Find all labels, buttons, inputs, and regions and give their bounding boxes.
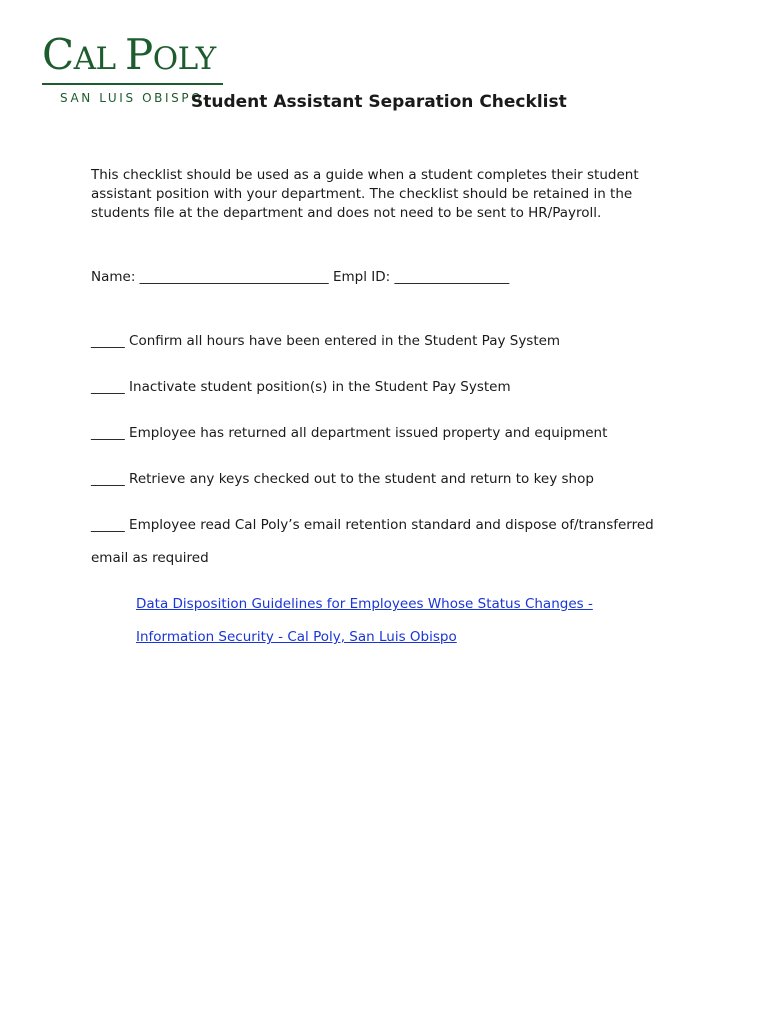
intro-line: assistant position with your department. The checklist should be retained in the	[91, 186, 633, 202]
checklist-item-email-retention: _____ Employee read Cal Poly’s email retention standard and dispose of/transferred	[91, 517, 654, 533]
intro-line: This checklist should be used as a guide when a student completes their student	[91, 167, 639, 183]
intro-line: students file at the department and does not need to be sent to HR/Payroll.	[91, 205, 602, 221]
data-disposition-guidelines-link[interactable]: Data Disposition Guidelines for Employees Whose Status Changes -	[136, 596, 593, 612]
checklist-item-inactivate-position: _____ Inactivate student position(s) in the Student Pay System	[91, 379, 511, 395]
checklist-item-confirm-hours: _____ Confirm all hours have been entered in the Student Pay System	[91, 333, 561, 349]
checklist-item-returned-property: _____ Employee has returned all department issued property and equipment	[91, 425, 608, 441]
name-empl-id-fields: Name: ____________________________ Empl ID: _________________	[91, 269, 510, 285]
logo-subtitle: SAN LUIS OBISPO	[60, 90, 204, 105]
checklist-item-email-retention-continued: email as required	[91, 550, 209, 566]
intro-paragraph	[91, 166, 681, 223]
logo-divider	[42, 83, 223, 85]
information-security-link[interactable]: Information Security - Cal Poly, San Luis Obispo	[136, 629, 457, 645]
checklist-item-retrieve-keys: _____ Retrieve any keys checked out to the student and return to key shop	[91, 471, 594, 487]
logo-wordmark: CAL POLY	[42, 30, 216, 79]
page-title: Student Assistant Separation Checklist	[191, 92, 567, 112]
